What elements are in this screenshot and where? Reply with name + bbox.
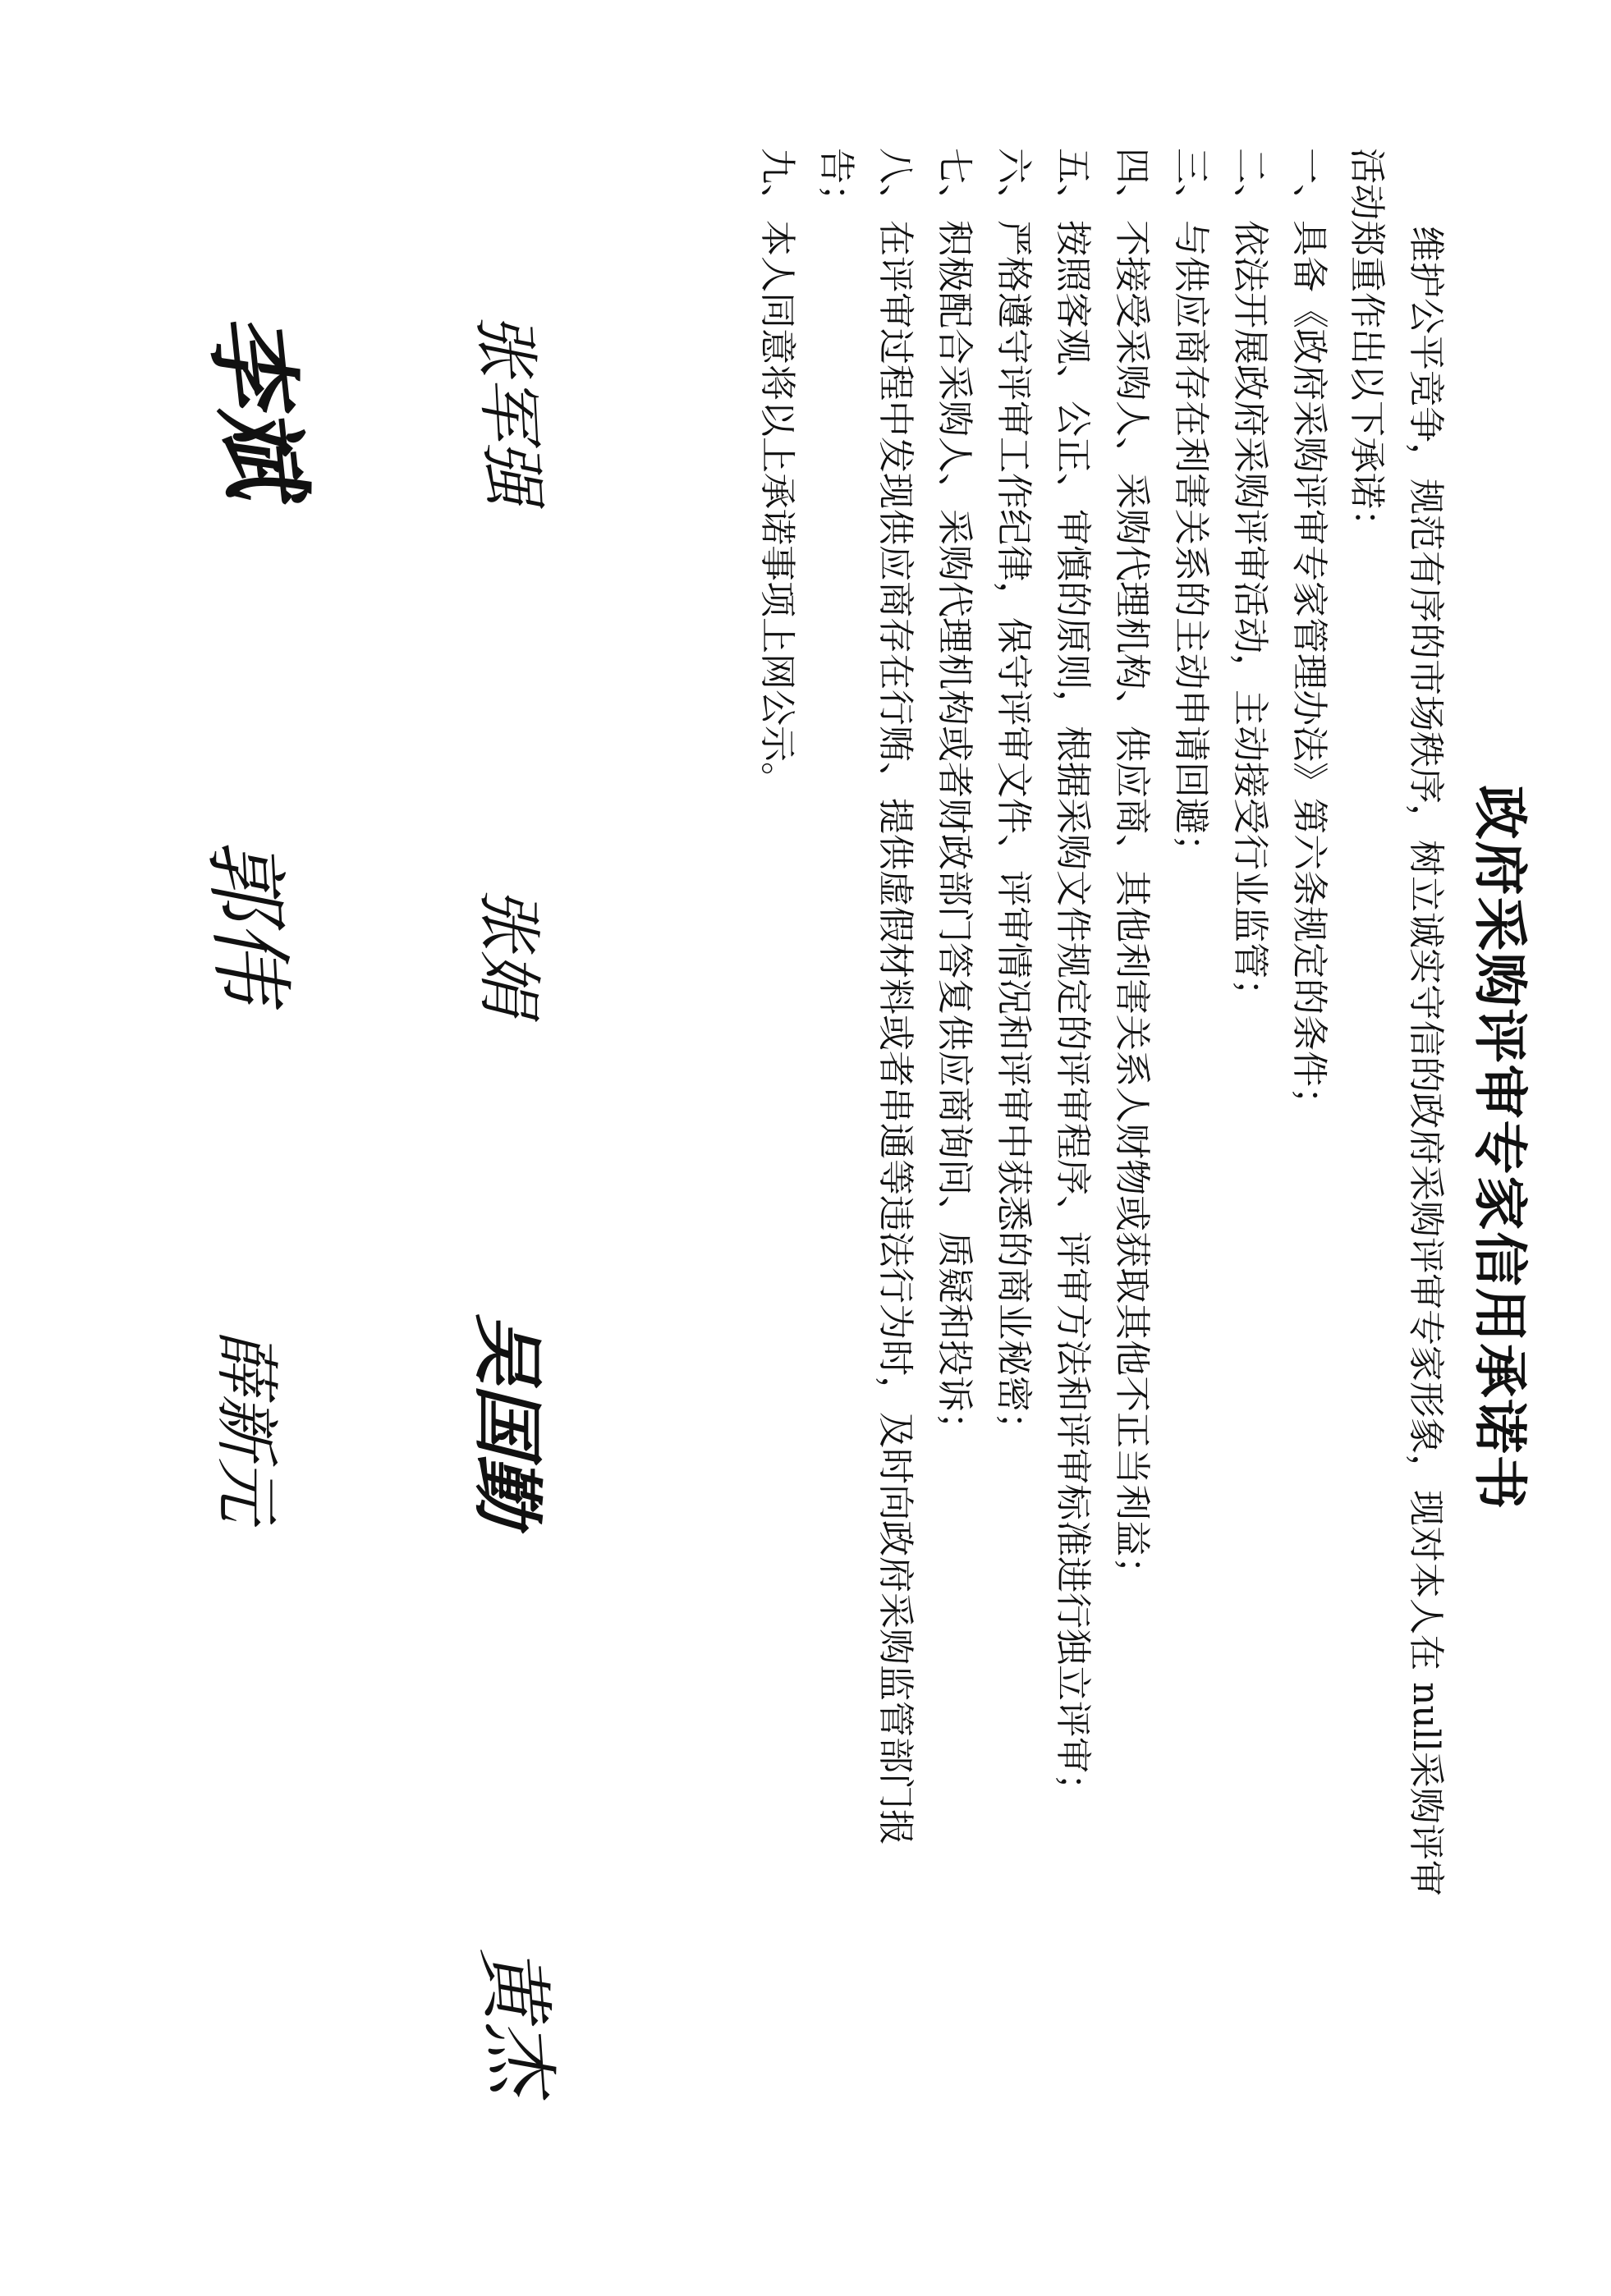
signature: 张娟 xyxy=(471,887,545,1015)
signature: 郭伟 xyxy=(195,835,301,1005)
commitment-item: 四、不接受采购人、采购代理机构、供应商、其他利害关系人财物或获取其他不正当利益； xyxy=(1111,148,1153,1593)
signature: 薛新元 xyxy=(209,1330,282,1523)
commitment-item: 五、按照客观、公正、审慎的原则，根据采购文件规定的评审程序、评审方法和评审标准进行独立评审； xyxy=(1052,148,1094,1809)
signature: 李斌 xyxy=(193,307,319,502)
signature: 张军强 xyxy=(466,310,551,506)
commitment-item: 一、具备《政府采购评审专家管理办法》第六条规定的条件； xyxy=(1288,148,1330,1123)
commitment-item: 告； xyxy=(815,148,857,220)
commitment-item: 九、本人同意将以上承诺事项上网公示。 xyxy=(756,148,798,798)
intro-line: 活动郑重作出以下承诺： xyxy=(1346,148,1388,545)
commitment-item: 七、积极配合采购人、采购代理机构或者财政部门答复供应商询问、质疑和投诉； xyxy=(934,148,975,1448)
signature: 吴国勤 xyxy=(466,1313,548,1525)
intro-paragraph xyxy=(1337,148,1455,2184)
document-title: 政府采购评审专家信用承诺书 xyxy=(1468,785,1531,1511)
commitment-list xyxy=(747,148,1338,2184)
commitment-item: 八、在评审过程中发现供应商存在行贿、提供虚假材料或者串通等违法行为时，及时向政府采购监管部门报 xyxy=(874,148,916,1845)
commitment-item: 二、依法开展政府采购评审活动，主动接受行业监管； xyxy=(1229,148,1271,1015)
commitment-item: 六、严格遵守评审工作纪律，保守评审文件、评审情况和评审中获悉的商业秘密； xyxy=(993,148,1035,1448)
signature: 黄杰 xyxy=(467,1943,565,2097)
commitment-item: 三、与供应商存在利害关系的主动申请回避； xyxy=(1170,148,1212,870)
intro-line: 维护公平竞争，规范有序的市场秩序，树立诚实守信的政府采购评审专家形象，现对本人在 null采购评审 xyxy=(1405,226,1447,1896)
